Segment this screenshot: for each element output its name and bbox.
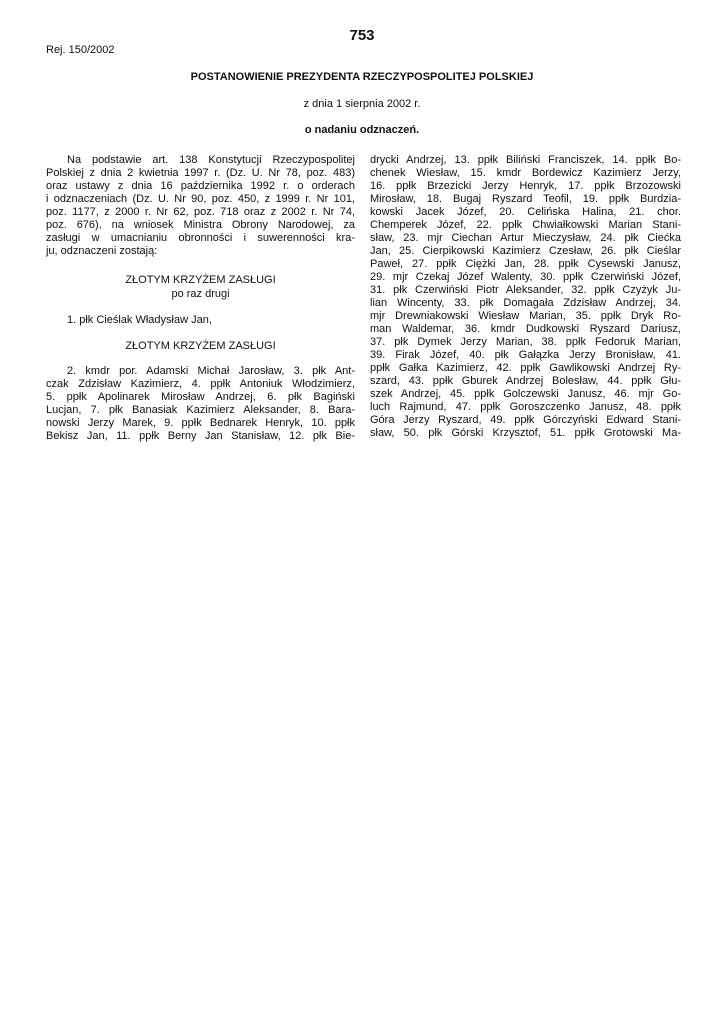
recipient-line: 16. ppłk Brzezicki Jerzy Henryk, 17. ppłk Brzozowski — [370, 180, 681, 192]
recipient-line: kowski Jacek Józef, 20. Celińska Halina, 21. chor. — [370, 206, 681, 218]
intro-line: i odznaczeniach (Dz. U. Nr 90, poz. 450, z 1999 r. Nr 101, — [46, 193, 355, 205]
intro-line: oraz ustawy z dnia 16 października 1992 r. o orderach — [46, 180, 355, 192]
recipient-line: lian Wincenty, 33. płk Domagała Zdzisław Andrzej, 34. — [370, 297, 681, 309]
recipient-line: Paweł, 27. ppłk Ciężki Jan, 28. ppłk Cysewski Janusz, — [370, 258, 681, 270]
recipient-line: man Waldemar, 36. kmdr Dudkowski Ryszard Dariusz, — [370, 323, 681, 335]
recipient-line: Jan, 25. Cierpikowski Kazimierz Czesław, 26. płk Cieślar — [370, 245, 681, 257]
document-heading: POSTANOWIENIE PREZYDENTA RZECZYPOSPOLITEJ POLSKIEJ — [190, 71, 534, 83]
recipient-line: Mirosław, 18. Bugaj Ryszard Teofil, 19. ppłk Burdzia- — [370, 193, 681, 205]
recipient-line: chenek Wiesław, 15. kmdr Bordewicz Kazimierz Jerzy, — [370, 167, 681, 179]
award-recipient: 1. płk Cieślak Władysław Jan, — [67, 314, 212, 326]
award-title: ZŁOTYM KRZYŻEM ZASŁUGI — [125, 340, 276, 352]
recipient-line: mjr Drewniakowski Wiesław Marian, 35. ppłk Dryk Ro- — [370, 310, 681, 322]
document-reference: Rej. 150/2002 — [46, 44, 115, 56]
recipient-line: szard, 43. ppłk Gburek Andrzej Bolesław, 44. ppłk Głu- — [370, 375, 681, 387]
intro-line: poz. 676), na wniosek Ministra Obrony Narodowej, za — [46, 219, 355, 231]
recipient-line: luch Rajmund, 47. ppłk Goroszczenko Janusz, 48. ppłk — [370, 401, 681, 413]
document-subject: o nadaniu odznaczeń. — [304, 124, 420, 136]
recipient-line: 39. Firak Józef, 40. płk Gałązka Jerzy Bronisław, 41. — [370, 349, 681, 361]
intro-line: Na podstawie art. 138 Konstytucji Rzeczypospolitej — [67, 154, 355, 166]
page-number: 753 — [349, 27, 375, 44]
recipient-line: szek Andrzej, 45. ppłk Golczewski Janusz, 46. mjr Go- — [370, 388, 681, 400]
intro-line: zasługi w umacnianiu obronności i suwerenności kra- — [46, 232, 355, 244]
recipient-line: nowski Jerzy Marek, 9. ppłk Bednarek Henryk, 10. ppłk — [46, 417, 355, 429]
recipient-line: sław, 23. mjr Ciechan Artur Mieczysław, 24. płk Ciećka — [370, 232, 681, 244]
recipient-line: 29. mjr Czekaj Józef Walenty, 30. ppłk Czerwiński Józef, — [370, 271, 681, 283]
recipient-line: Góra Jerzy Ryszard, 49. ppłk Górczyński Edward Stani- — [370, 414, 681, 426]
recipient-line: czak Zdzisław Kazimierz, 4. ppłk Antoniuk Włodzimierz, — [46, 378, 355, 390]
recipient-line: 5. ppłk Apolinarek Mirosław Andrzej, 6. płk Bagiński — [46, 391, 355, 403]
recipient-line: ppłk Gałka Kazimierz, 42. ppłk Gawlikowski Andrzej Ry- — [370, 362, 681, 374]
award-subtitle: po raz drugi — [171, 288, 230, 300]
intro-line: poz. 1177, z 2000 r. Nr 62, poz. 718 oraz z 2002 r. Nr 74, — [46, 206, 355, 218]
intro-line: ju, odznaczeni zostają: — [46, 245, 158, 257]
recipient-line: 2. kmdr por. Adamski Michał Jarosław, 3. płk Ant- — [67, 365, 355, 377]
recipient-line: Chemperek Józef, 22. ppłk Chwiałkowski Marian Stani- — [370, 219, 681, 231]
recipient-line: Bekisz Jan, 11. ppłk Berny Jan Stanisław, 12. płk Bie- — [46, 430, 355, 442]
recipient-line: 31. płk Czerwiński Piotr Aleksander, 32. ppłk Czyżyk Ju- — [370, 284, 681, 296]
recipient-line: drycki Andrzej, 13. ppłk Biliński Franciszek, 14. ppłk Bo- — [370, 154, 681, 166]
recipient-line: 37. płk Dymek Jerzy Marian, 38. ppłk Fedoruk Marian, — [370, 336, 681, 348]
recipient-line: sław, 50. płk Górski Krzysztof, 51. ppłk Grotowski Ma- — [370, 427, 681, 439]
intro-line: Polskiej z dnia 2 kwietnia 1997 r. (Dz. U. Nr 78, poz. 483) — [46, 167, 355, 179]
award-title: ZŁOTYM KRZYŻEM ZASŁUGI — [125, 274, 276, 286]
recipient-line: Lucjan, 7. płk Banasiak Kazimierz Aleksander, 8. Bara- — [46, 404, 355, 416]
document-date: z dnia 1 sierpnia 2002 r. — [303, 98, 421, 110]
